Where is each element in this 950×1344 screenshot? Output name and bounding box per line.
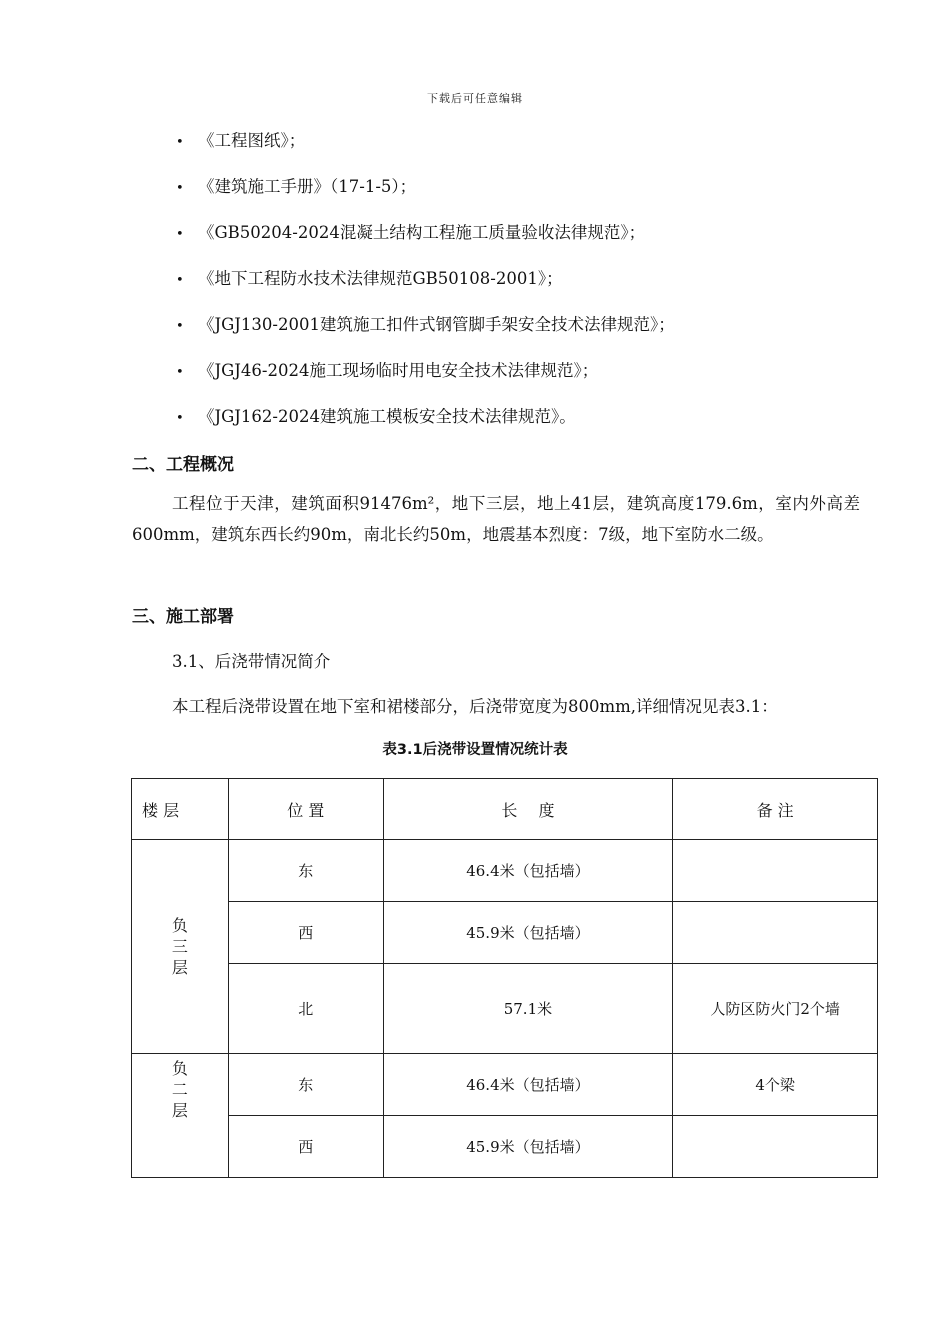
post-pour-strip-table bbox=[131, 778, 878, 1178]
floor-label: 负二层 bbox=[171, 1059, 188, 1120]
list-item bbox=[176, 404, 675, 450]
list-item bbox=[176, 312, 675, 358]
header-remark: 备 注 bbox=[673, 779, 878, 840]
remark-cell bbox=[673, 902, 878, 964]
position-cell: 东 bbox=[228, 840, 383, 902]
bullet-icon: • bbox=[176, 365, 184, 380]
reference-text: 《JGJ46-2024施工现场临时用电安全技术法律规范》； bbox=[198, 361, 599, 380]
bullet-icon: • bbox=[176, 273, 184, 288]
reference-text: 《GB50204-2024混凝土结构工程施工质量验收法律规范》； bbox=[198, 223, 646, 242]
bullet-icon: • bbox=[176, 181, 184, 196]
table-row bbox=[132, 902, 878, 964]
table-row bbox=[132, 964, 878, 1054]
reference-text: 《地下工程防水技术法律规范GB50108-2001》； bbox=[198, 269, 563, 288]
bullet-icon: • bbox=[176, 411, 184, 426]
floor-label: 负三层 bbox=[171, 916, 188, 977]
list-item bbox=[176, 266, 675, 312]
section-title-overview: 二、工程概况 bbox=[132, 455, 234, 475]
header-position: 位 置 bbox=[228, 779, 383, 840]
position-cell: 东 bbox=[228, 1054, 383, 1116]
position-cell: 北 bbox=[228, 964, 383, 1054]
intro-paragraph: 本工程后浇带设置在地下室和裙楼部分，后浇带宽度为800mm,详细情况见表3.1： bbox=[172, 697, 778, 716]
list-item bbox=[176, 174, 675, 220]
bullet-icon: • bbox=[176, 227, 184, 242]
reference-text: 《JGJ162-2024建筑施工模板安全技术法律规范》。 bbox=[198, 407, 576, 426]
table-header-row bbox=[132, 779, 878, 840]
remark-cell: 人防区防火门2个墙 bbox=[673, 964, 878, 1054]
bullet-icon: • bbox=[176, 135, 184, 150]
floor-cell bbox=[132, 840, 229, 1054]
list-item bbox=[176, 220, 675, 266]
reference-text: 《工程图纸》； bbox=[198, 131, 306, 150]
bullet-icon: • bbox=[176, 319, 184, 334]
page-header: 下载后可任意编辑 bbox=[427, 92, 523, 105]
list-item bbox=[176, 128, 675, 174]
table-caption: 表3.1后浇带设置情况统计表 bbox=[382, 742, 568, 758]
header-floor: 楼 层 bbox=[132, 779, 229, 840]
overview-paragraph: 工程位于天津，建筑面积91476m²，地下三层，地上41层，建筑高度179.6m，室内外高差600mm，建筑东西长约90m，南北长约50m，地震基本烈度：7级，地下室防水二级。 bbox=[132, 494, 860, 544]
section-title-deployment: 三、施工部署 bbox=[132, 607, 234, 627]
remark-cell bbox=[673, 1116, 878, 1178]
length-cell: 46.4米（包括墙） bbox=[383, 1054, 673, 1116]
table-row bbox=[132, 1116, 878, 1178]
subsection-title: 3.1、后浇带情况简介 bbox=[172, 652, 331, 671]
table-row bbox=[132, 1054, 878, 1116]
length-cell: 45.9米（包括墙） bbox=[383, 1116, 673, 1178]
position-cell: 西 bbox=[228, 902, 383, 964]
position-cell: 西 bbox=[228, 1116, 383, 1178]
length-cell: 57.1米 bbox=[383, 964, 673, 1054]
length-cell: 45.9米（包括墙） bbox=[383, 902, 673, 964]
reference-text: 《建筑施工手册》（17-1-5）； bbox=[198, 177, 417, 196]
list-item bbox=[176, 358, 675, 404]
header-length: 长 度 bbox=[383, 779, 673, 840]
floor-cell bbox=[132, 1054, 229, 1178]
remark-cell bbox=[673, 840, 878, 902]
remark-cell: 4个梁 bbox=[673, 1054, 878, 1116]
reference-text: 《JGJ130-2001建筑施工扣件式钢管脚手架安全技术法律规范》； bbox=[198, 315, 675, 334]
table-row bbox=[132, 840, 878, 902]
reference-list bbox=[176, 128, 675, 450]
length-cell: 46.4米（包括墙） bbox=[383, 840, 673, 902]
